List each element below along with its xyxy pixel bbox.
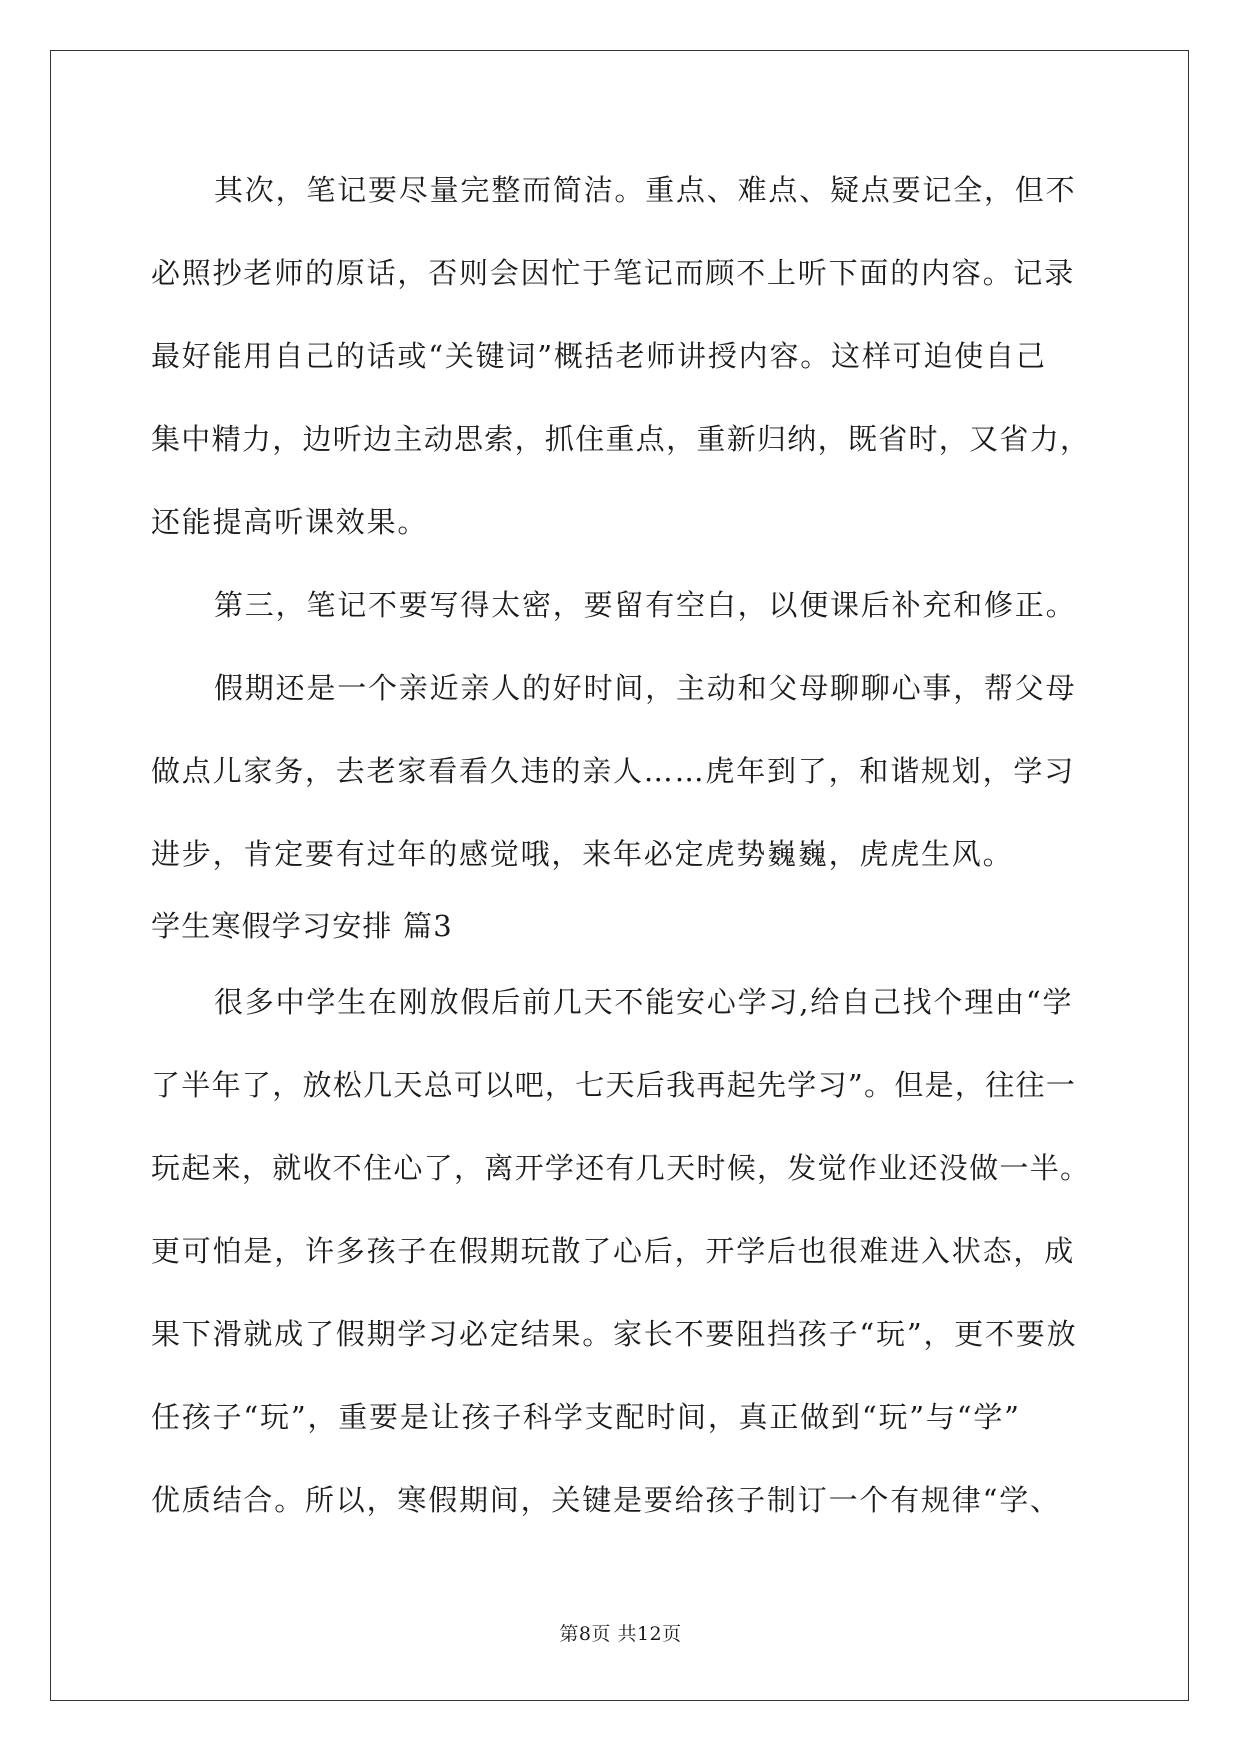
paragraph-3-line-3: 进步，肯定要有过年的感觉哦，来年必定虎势巍巍，虎虎生风。: [151, 837, 1014, 871]
paragraph-1-line-1: 其次，笔记要尽量完整而简洁。重点、难点、疑点要记全，但不: [214, 173, 1077, 207]
paragraph-4-line-7: 优质结合。所以，寒假期间，关键是要给孩子制订一个有规律“学、: [151, 1483, 1061, 1517]
paragraph-1-line-5: 还能提高听课效果。: [151, 505, 429, 539]
paragraph-3-line-1: 假期还是一个亲近亲人的好时间，主动和父母聊聊心事，帮父母: [214, 671, 1077, 705]
paragraph-3-line-2: 做点儿家务，去老家看看久违的亲人……虎年到了，和谐规划，学习: [151, 754, 1076, 788]
page-footer: 第8页 共12页: [559, 1623, 682, 1645]
page-frame: [50, 50, 1189, 1701]
paragraph-2-line-1: 第三，笔记不要写得太密，要留有空白，以便课后补充和修正。: [214, 588, 1077, 622]
paragraph-4-line-2: 了半年了，放松几天总可以吧，七天后我再起先学习”。但是，往往一: [151, 1068, 1077, 1102]
paragraph-4-line-3: 玩起来，就收不住心了，离开学还有几天时候，发觉作业还没做一半。: [151, 1151, 1091, 1185]
paragraph-1-line-4: 集中精力，边听边主动思索，抓住重点，重新归纳，既省时，又省力，: [151, 422, 1091, 456]
paragraph-1-line-3: 最好能用自己的话或“关键词”概括老师讲授内容。这样可迫使自己: [151, 339, 1047, 373]
section-heading: 学生寒假学习安排 篇3: [151, 909, 453, 943]
paragraph-4-line-4: 更可怕是，许多孩子在假期玩散了心后，开学后也很难进入状态，成: [151, 1234, 1076, 1268]
paragraph-4-line-1: 很多中学生在刚放假后前几天不能安心学习,给自己找个理由“学: [214, 985, 1074, 1019]
paragraph-1-line-2: 必照抄老师的原话，否则会因忙于笔记而顾不上听下面的内容。记录: [151, 256, 1076, 290]
paragraph-4-line-5: 果下滑就成了假期学习必定结果。家长不要阻挡孩子“玩”，更不要放: [151, 1317, 1078, 1351]
paragraph-4-line-6: 任孩子“玩”，重要是让孩子科学支配时间，真正做到“玩”与“学”: [151, 1400, 1021, 1434]
